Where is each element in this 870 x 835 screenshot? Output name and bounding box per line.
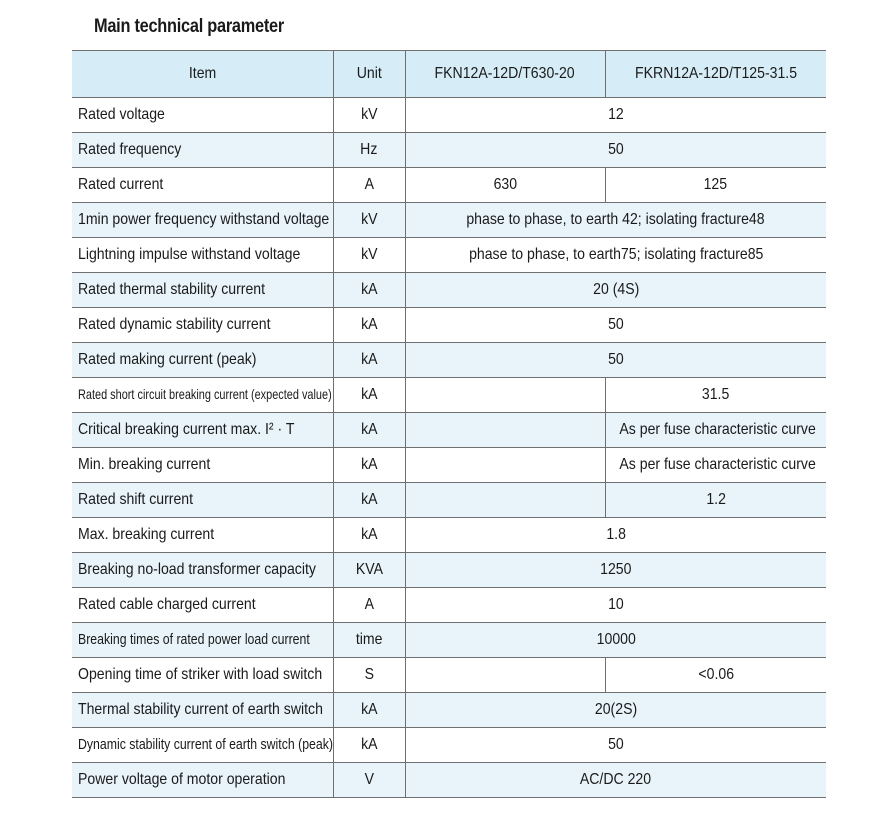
unit-cell: Hz bbox=[360, 141, 378, 158]
model2-value-cell: 1.2 bbox=[705, 491, 726, 508]
unit-cell: kA bbox=[360, 316, 378, 333]
header-unit: Unit bbox=[333, 51, 405, 98]
unit-cell: kV bbox=[360, 106, 378, 123]
model2-value-cell: <0.06 bbox=[697, 666, 734, 683]
unit-cell: kA bbox=[360, 351, 378, 368]
item-label: Dynamic stability current of earth switch (peak) bbox=[78, 736, 333, 753]
item-label: Rated making current (peak) bbox=[78, 351, 257, 368]
unit-cell: kA bbox=[360, 491, 378, 508]
value-cell: 50 bbox=[607, 351, 624, 368]
unit-cell: V bbox=[364, 771, 374, 788]
item-label: 1min power frequency withstand voltage bbox=[78, 211, 330, 228]
item-label: Min. breaking current bbox=[78, 456, 211, 473]
header-item: Item bbox=[72, 51, 333, 98]
item-label: Opening time of striker with load switch bbox=[78, 666, 323, 683]
value-cell: 1250 bbox=[600, 561, 632, 578]
item-label: Critical breaking current max. I² · T bbox=[78, 421, 295, 438]
item-label: Rated thermal stability current bbox=[78, 281, 266, 298]
table-row bbox=[72, 693, 826, 728]
table-header-row bbox=[72, 51, 826, 98]
item-label: Rated current bbox=[78, 176, 164, 193]
table-row bbox=[72, 588, 826, 623]
unit-cell: kA bbox=[360, 701, 378, 718]
item-label: Rated dynamic stability current bbox=[78, 316, 271, 333]
table-row bbox=[72, 238, 826, 273]
table-row bbox=[72, 343, 826, 378]
item-label: Rated shift current bbox=[78, 491, 194, 508]
unit-cell: kA bbox=[360, 736, 378, 753]
unit-cell: kA bbox=[360, 281, 378, 298]
value-cell: 50 bbox=[607, 316, 624, 333]
model1-value-cell: 630 bbox=[493, 176, 517, 193]
item-label: Thermal stability current of earth switch bbox=[78, 701, 323, 718]
header-model-2: FKRN12A-12D/T125-31.5 bbox=[605, 51, 826, 98]
unit-cell: kV bbox=[360, 211, 378, 228]
table-row bbox=[72, 658, 826, 693]
table-row bbox=[72, 308, 826, 343]
model2-value-cell: As per fuse characteristic curve bbox=[618, 421, 816, 438]
table-row bbox=[72, 518, 826, 553]
table-row bbox=[72, 623, 826, 658]
unit-cell: S bbox=[364, 666, 374, 683]
value-cell: 1.8 bbox=[605, 526, 626, 543]
unit-cell: time bbox=[355, 631, 383, 648]
unit-cell: A bbox=[364, 176, 374, 193]
item-label: Breaking times of rated power load current bbox=[78, 631, 310, 648]
page-title: Main technical parameter bbox=[94, 16, 284, 37]
unit-cell: kV bbox=[360, 246, 378, 263]
technical-parameter-table bbox=[72, 50, 826, 798]
value-cell: 10000 bbox=[596, 631, 636, 648]
value-cell: 20(2S) bbox=[594, 701, 637, 718]
unit-cell: kA bbox=[360, 421, 378, 438]
unit-cell: kA bbox=[360, 456, 378, 473]
table-row bbox=[72, 553, 826, 588]
item-label: Breaking no-load transformer capacity bbox=[78, 561, 316, 578]
unit-cell: kA bbox=[360, 526, 378, 543]
item-label: Rated cable charged current bbox=[78, 596, 256, 613]
table-row bbox=[72, 133, 826, 168]
value-cell: phase to phase, to earth75; isolating fracture85 bbox=[468, 246, 763, 263]
value-cell: AC/DC 220 bbox=[580, 771, 652, 788]
value-cell: 50 bbox=[607, 141, 624, 158]
item-label: Power voltage of motor operation bbox=[78, 771, 286, 788]
unit-cell: KVA bbox=[355, 561, 383, 578]
value-cell: phase to phase, to earth 42; isolating fracture48 bbox=[466, 211, 765, 228]
table-row bbox=[72, 203, 826, 238]
value-cell: 10 bbox=[607, 596, 624, 613]
table-row bbox=[72, 728, 826, 763]
table-row bbox=[72, 168, 826, 203]
model2-value-cell: 31.5 bbox=[702, 386, 730, 403]
value-cell: 12 bbox=[607, 106, 624, 123]
model2-value-cell: 125 bbox=[703, 176, 728, 193]
table-row bbox=[72, 448, 826, 483]
value-cell: 50 bbox=[607, 736, 624, 753]
model2-value-cell: As per fuse characteristic curve bbox=[618, 456, 816, 473]
table-row bbox=[72, 483, 826, 518]
table-row bbox=[72, 413, 826, 448]
table-row bbox=[72, 98, 826, 133]
item-label: Rated short circuit breaking current (expected value) bbox=[78, 386, 332, 402]
item-label: Rated voltage bbox=[78, 106, 165, 123]
table-row bbox=[72, 273, 826, 308]
item-label: Rated frequency bbox=[78, 141, 182, 158]
unit-cell: A bbox=[364, 596, 374, 613]
item-label: Max. breaking current bbox=[78, 526, 215, 543]
item-label: Lightning impulse withstand voltage bbox=[78, 246, 301, 263]
value-cell: 20 (4S) bbox=[592, 281, 639, 298]
table-row bbox=[72, 763, 826, 798]
unit-cell: kA bbox=[360, 386, 378, 403]
header-model-1: FKN12A-12D/T630-20 bbox=[405, 51, 605, 98]
table-row bbox=[72, 378, 826, 413]
